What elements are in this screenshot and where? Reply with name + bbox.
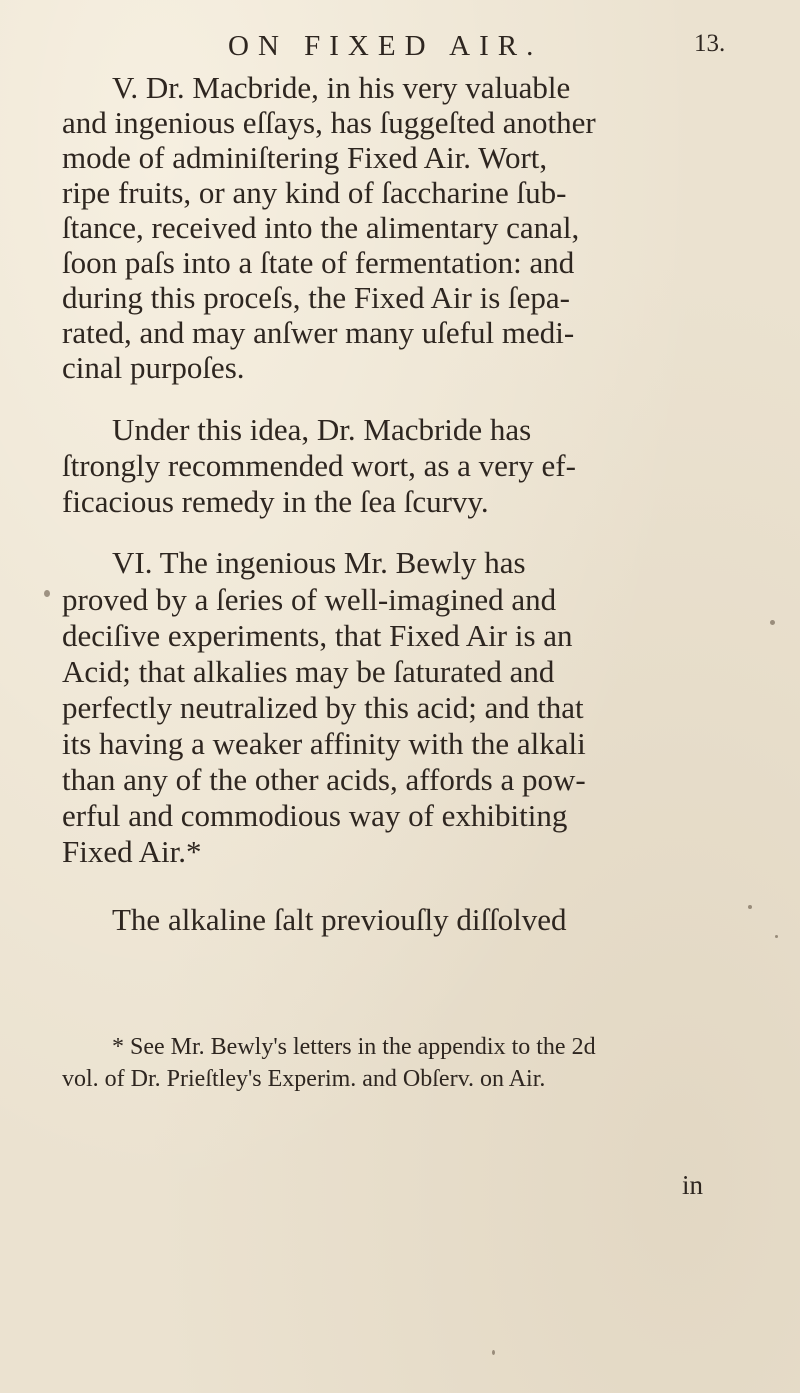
text-line: ſtance, received into the alimentary canal, <box>62 210 580 245</box>
paper-speck <box>492 1350 495 1355</box>
text-line: The alkaline ſalt previouſly diſſolved <box>112 902 567 937</box>
text-line: ſtrongly recommended wort, as a very ef- <box>62 448 576 483</box>
text-line: VI. The ingenious Mr. Bewly has <box>112 545 526 580</box>
page-number: 13. <box>694 30 726 57</box>
footnote-line: vol. of Dr. Prieſtley's Experim. and Obſerv. on Air. <box>62 1066 546 1092</box>
text-line: during this proceſs, the Fixed Air is ſepa- <box>62 280 570 315</box>
text-line: rated, and may anſwer many uſeful medi- <box>62 315 575 350</box>
text-line: Under this idea, Dr. Macbride has <box>112 412 532 447</box>
footnote-line: * See Mr. Bewly's letters in the appendix to the 2d <box>112 1034 596 1060</box>
text-line: Acid; that alkalies may be ſaturated and <box>62 654 555 689</box>
text-line: proved by a ſeries of well-imagined and <box>62 582 557 617</box>
text-line: cinal purpoſes. <box>62 350 245 385</box>
text-line: its having a weaker affinity with the alkali <box>62 726 586 761</box>
catchword: in <box>682 1170 704 1200</box>
text-line: deciſive experiments, that Fixed Air is an <box>62 618 573 653</box>
text-line: ſoon paſs into a ſtate of fermentation: and <box>62 245 575 280</box>
running-title: ON FIXED AIR. <box>228 30 543 62</box>
text-line: perfectly neutralized by this acid; and that <box>62 690 584 725</box>
paper-speck <box>748 905 752 909</box>
paper-speck <box>770 620 775 625</box>
text-line: mode of adminiſtering Fixed Air. Wort, <box>62 140 548 175</box>
text-line: ripe fruits, or any kind of ſaccharine ſub- <box>62 175 567 210</box>
text-line: V. Dr. Macbride, in his very valuable <box>112 70 571 105</box>
text-line: ficacious remedy in the ſea ſcurvy. <box>62 484 489 519</box>
paper-speck <box>44 590 50 597</box>
text-line: erful and commodious way of exhibiting <box>62 798 568 833</box>
text-line: than any of the other acids, affords a pow- <box>62 762 586 797</box>
text-line: Fixed Air.* <box>62 834 202 869</box>
text-line: and ingenious eſſays, has ſuggeſted another <box>62 105 596 140</box>
paper-speck <box>775 935 778 938</box>
